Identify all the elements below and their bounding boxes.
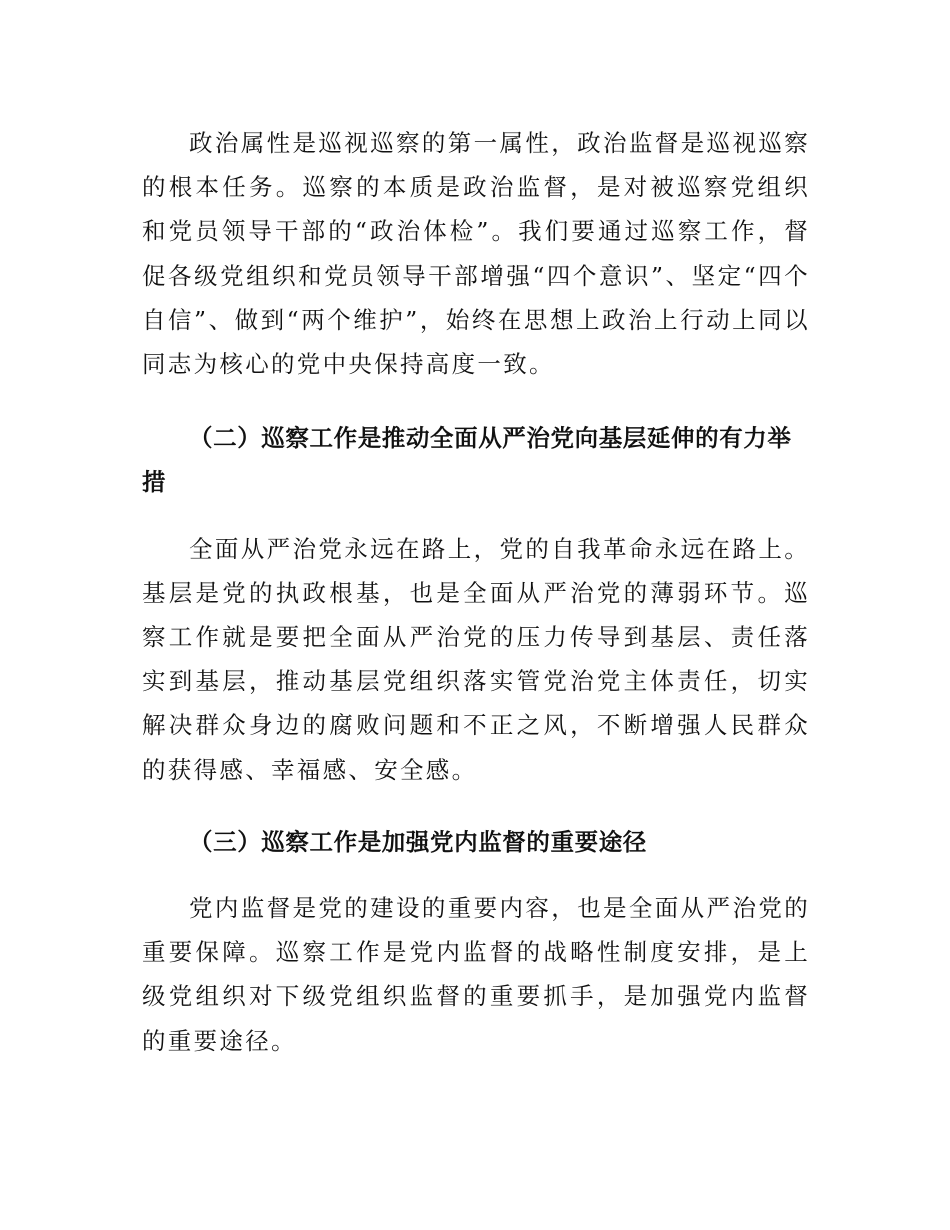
section-heading-3: （三）巡察工作是加强党内监督的重要途径 <box>189 827 647 856</box>
paragraph-strict-governance: 全面从严治党永远在路上，党的自我革命永远在路上。基层是党的执政根基，也是全面从严治党的薄弱环节。巡察工作就是要把全面从严治党的压力传导到基层、责任落实到基层，推动基层党组织落实管党治党主体责任，切实解决群众身边的腐败问题和不正之风，不断增强人民群众的获得感、幸福感、安全感。 <box>142 534 810 784</box>
paragraph-internal-supervision: 党内监督是党的建设的重要内容，也是全面从严治党的重要保障。巡察工作是党内监督的战略性制度安排，是上级党组织对下级党组织监督的重要抓手，是加强党内监督的重要途径。 <box>142 894 810 1055</box>
document-body <box>142 121 810 1063</box>
section-heading-2: （二）巡察工作是推动全面从严治党向基层延伸的有力举措 <box>142 424 792 497</box>
paragraph-political-attribute: 政治属性是巡视巡察的第一属性，政治监督是巡视巡察的根本任务。巡察的本质是政治监督，是对被巡察党组织和党员领导干部的“政治体检”。我们要通过巡察工作，督促各级党组织和党员领导干部增强“四个意识”、坚定“四个自信”、做到“两个维护”，始终在思想上政治上行动上同以同志为核心的党中央保持高度一致。 <box>142 129 810 379</box>
